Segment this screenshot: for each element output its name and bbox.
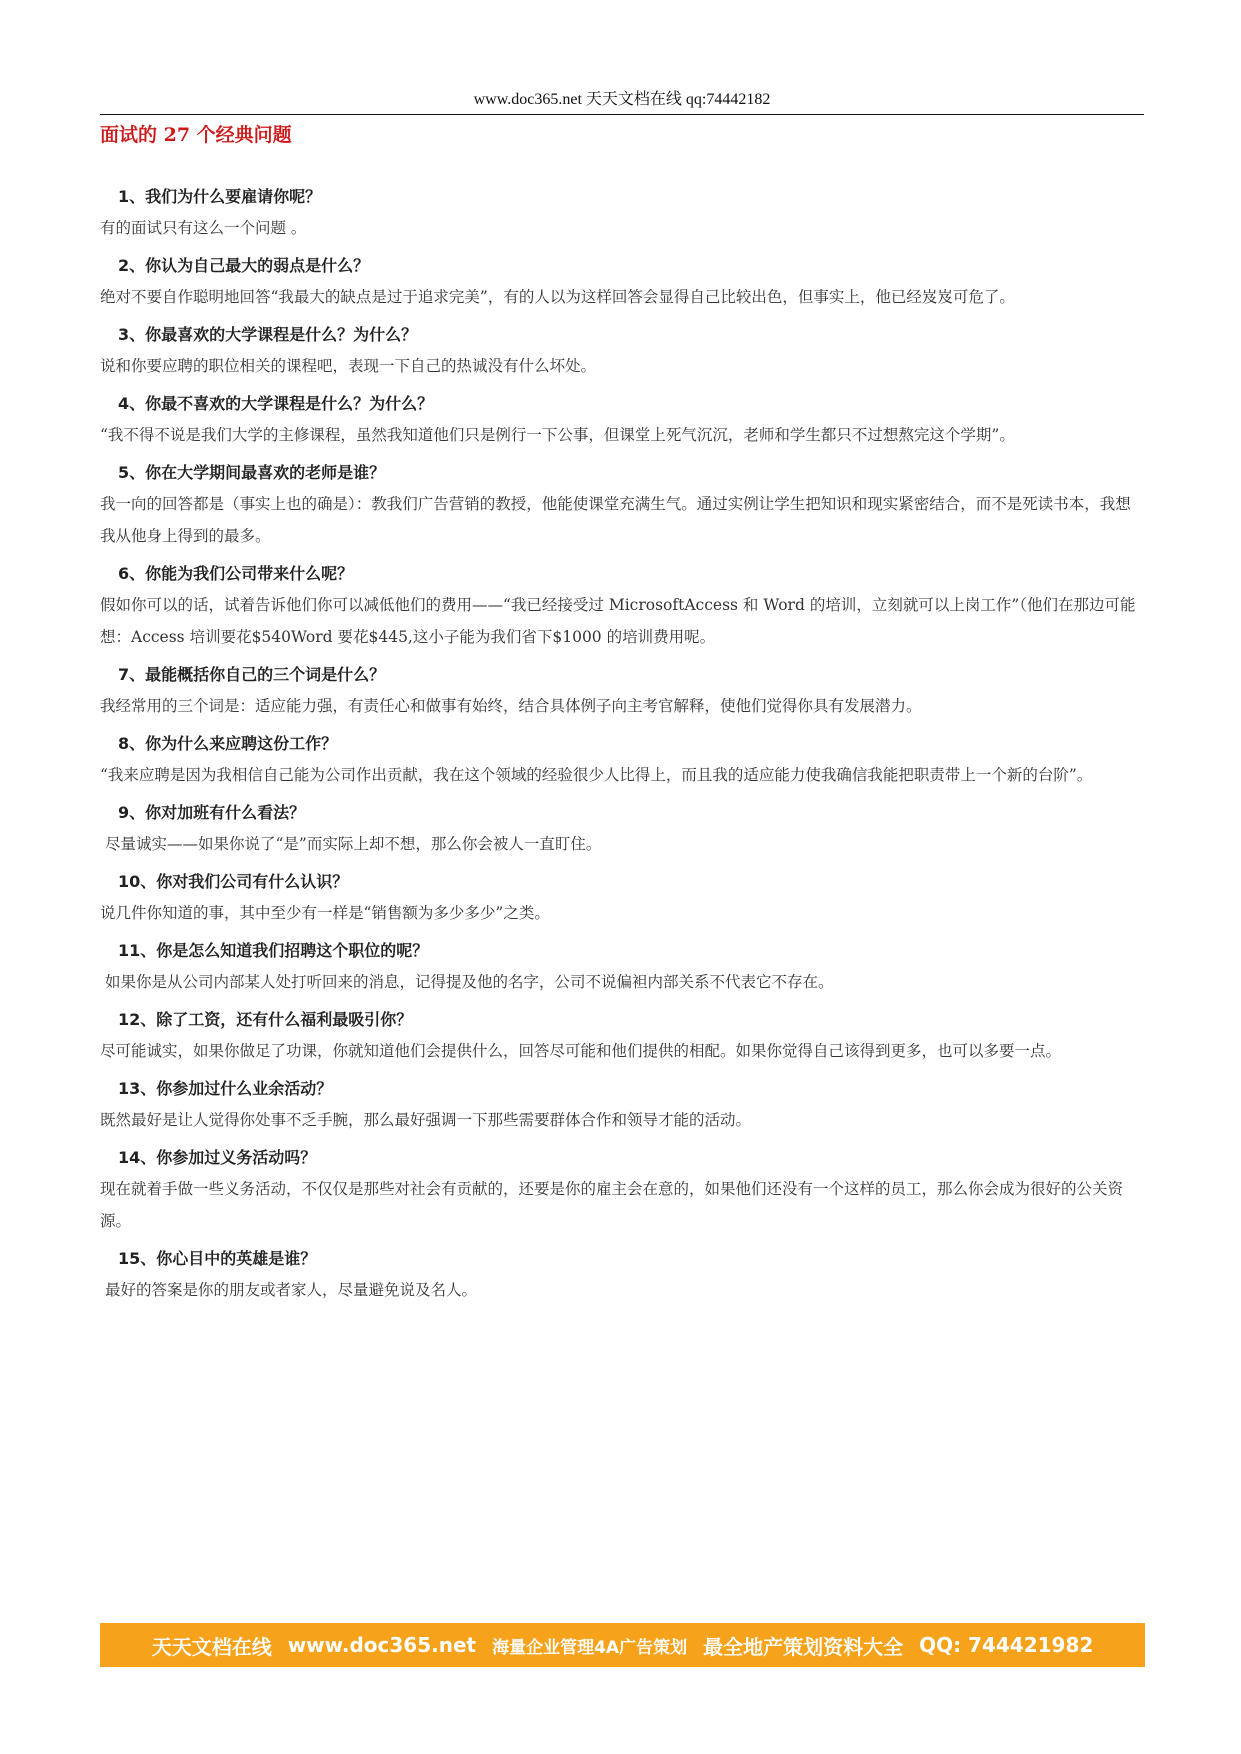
question-heading: 5、你在大学期间最喜欢的老师是谁？ bbox=[118, 463, 386, 482]
qa-item bbox=[100, 802, 1145, 860]
answer-text: 既然最好是让人觉得你处事不乏手腕，那么最好强调一下那些需要群体合作和领导才能的活动。 bbox=[100, 1111, 752, 1129]
document-title: 面试的 27 个经典问题 bbox=[100, 124, 292, 146]
qa-item bbox=[100, 940, 1145, 998]
qa-item bbox=[100, 733, 1145, 791]
footer-banner bbox=[100, 1623, 1145, 1667]
qa-item bbox=[100, 393, 1145, 451]
qa-item bbox=[100, 1009, 1145, 1067]
answer-text: 有的面试只有这么一个问题 。 bbox=[100, 219, 307, 237]
question-heading: 9、你对加班有什么看法？ bbox=[118, 803, 306, 822]
answer-text: 尽量诚实——如果你说了“是”而实际上却不想，那么你会被人一直盯住。 bbox=[105, 835, 602, 853]
qa-item bbox=[100, 462, 1145, 552]
answer-text: 现在就着手做一些义务活动，不仅仅是那些对社会有贡献的，还要是你的雇主会在意的，如果他们还没有一个这样的员工，那么你会成为很好的公关资源。 bbox=[100, 1180, 1124, 1230]
question-heading: 13、你参加过什么业余活动？ bbox=[118, 1079, 333, 1098]
question-heading: 1、我们为什么要雇请你呢？ bbox=[118, 187, 322, 206]
question-heading: 8、你为什么来应聘这份工作？ bbox=[118, 734, 338, 753]
question-heading: 12、除了工资，还有什么福利最吸引你？ bbox=[118, 1010, 413, 1029]
qa-item bbox=[100, 563, 1145, 653]
answer-text: 说几件你知道的事，其中至少有一样是“销售额为多少多少”之类。 bbox=[100, 904, 550, 922]
qa-item bbox=[100, 1147, 1145, 1237]
answer-text: 如果你是从公司内部某人处打听回来的消息，记得提及他的名字，公司不说偏袒内部关系不代表它不存在。 bbox=[105, 973, 834, 991]
answer-text: 我一向的回答都是（事实上也的确是）：教我们广告营销的教授，他能使课堂充满生气。通过实例让学生把知识和现实紧密结合，而不是死读书本，我想我从他身上得到的最多。 bbox=[100, 495, 1131, 545]
qa-item bbox=[100, 664, 1145, 722]
qa-item bbox=[100, 324, 1145, 382]
question-heading: 15、你心目中的英雄是谁？ bbox=[118, 1249, 317, 1268]
answer-text: 最好的答案是你的朋友或者家人，尽量避免说及名人。 bbox=[105, 1281, 478, 1299]
question-heading: 11、你是怎么知道我们招聘这个职位的呢？ bbox=[118, 941, 429, 960]
qa-list bbox=[100, 186, 1145, 1317]
qa-item bbox=[100, 186, 1145, 244]
footer-site-name: 天天文档在线 bbox=[151, 1634, 272, 1659]
answer-text: “我不得不说是我们大学的主修课程，虽然我知道他们只是例行一下公事，但课堂上死气沉沉，老师和学生都只不过想熬完这个学期”。 bbox=[100, 426, 1015, 444]
qa-item bbox=[100, 1078, 1145, 1136]
qa-item bbox=[100, 255, 1145, 313]
footer-slogan-1: 海量企业管理4A广告策划 bbox=[492, 1637, 688, 1658]
question-heading: 2、你认为自己最大的弱点是什么？ bbox=[118, 256, 370, 275]
answer-text: 说和你要应聘的职位相关的课程吧，表现一下自己的热诚没有什么坏处。 bbox=[100, 357, 597, 375]
answer-text: 我经常用的三个词是：适应能力强，有责任心和做事有始终，结合具体例子向主考官解释，使他们觉得你具有发展潜力。 bbox=[100, 697, 922, 715]
footer-qq: QQ: 744421982 bbox=[919, 1633, 1094, 1657]
answer-text: 尽可能诚实，如果你做足了功课，你就知道他们会提供什么，回答尽可能和他们提供的相配。如果你觉得自己该得到更多，也可以多要一点。 bbox=[100, 1042, 1062, 1060]
answer-text: 假如你可以的话，试着告诉他们你可以减低他们的费用——“我已经接受过 MicrosoftAccess 和 Word 的培训，立刻就可以上岗工作”（他们在那边可能想：Access 培训要花$540Word 要花$445,这小子能为我们省下$1000 的培训费用呢。 bbox=[100, 596, 1136, 646]
question-heading: 14、你参加过义务活动吗？ bbox=[118, 1148, 317, 1167]
question-heading: 6、你能为我们公司带来什么呢？ bbox=[118, 564, 354, 583]
footer-slogan-2: 最全地产策划资料大全 bbox=[703, 1634, 904, 1659]
question-heading: 7、最能概括你自己的三个词是什么？ bbox=[118, 665, 386, 684]
answer-text: “我来应聘是因为我相信自己能为公司作出贡献，我在这个领域的经验很少人比得上，而且我的适应能力使我确信我能把职责带上一个新的台阶”。 bbox=[100, 766, 1093, 784]
page-header: www.doc365.net 天天文档在线 qq:74442182 bbox=[100, 88, 1144, 115]
question-heading: 3、你最喜欢的大学课程是什么？为什么？ bbox=[118, 325, 418, 344]
footer-url[interactable]: www.doc365.net bbox=[287, 1633, 477, 1657]
question-heading: 10、你对我们公司有什么认识？ bbox=[118, 872, 349, 891]
question-heading: 4、你最不喜欢的大学课程是什么？为什么？ bbox=[118, 394, 434, 413]
answer-text: 绝对不要自作聪明地回答“我最大的缺点是过于追求完美”，有的人以为这样回答会显得自己比较出色，但事实上，他已经岌岌可危了。 bbox=[100, 288, 1015, 306]
qa-item bbox=[100, 1248, 1145, 1306]
qa-item bbox=[100, 871, 1145, 929]
